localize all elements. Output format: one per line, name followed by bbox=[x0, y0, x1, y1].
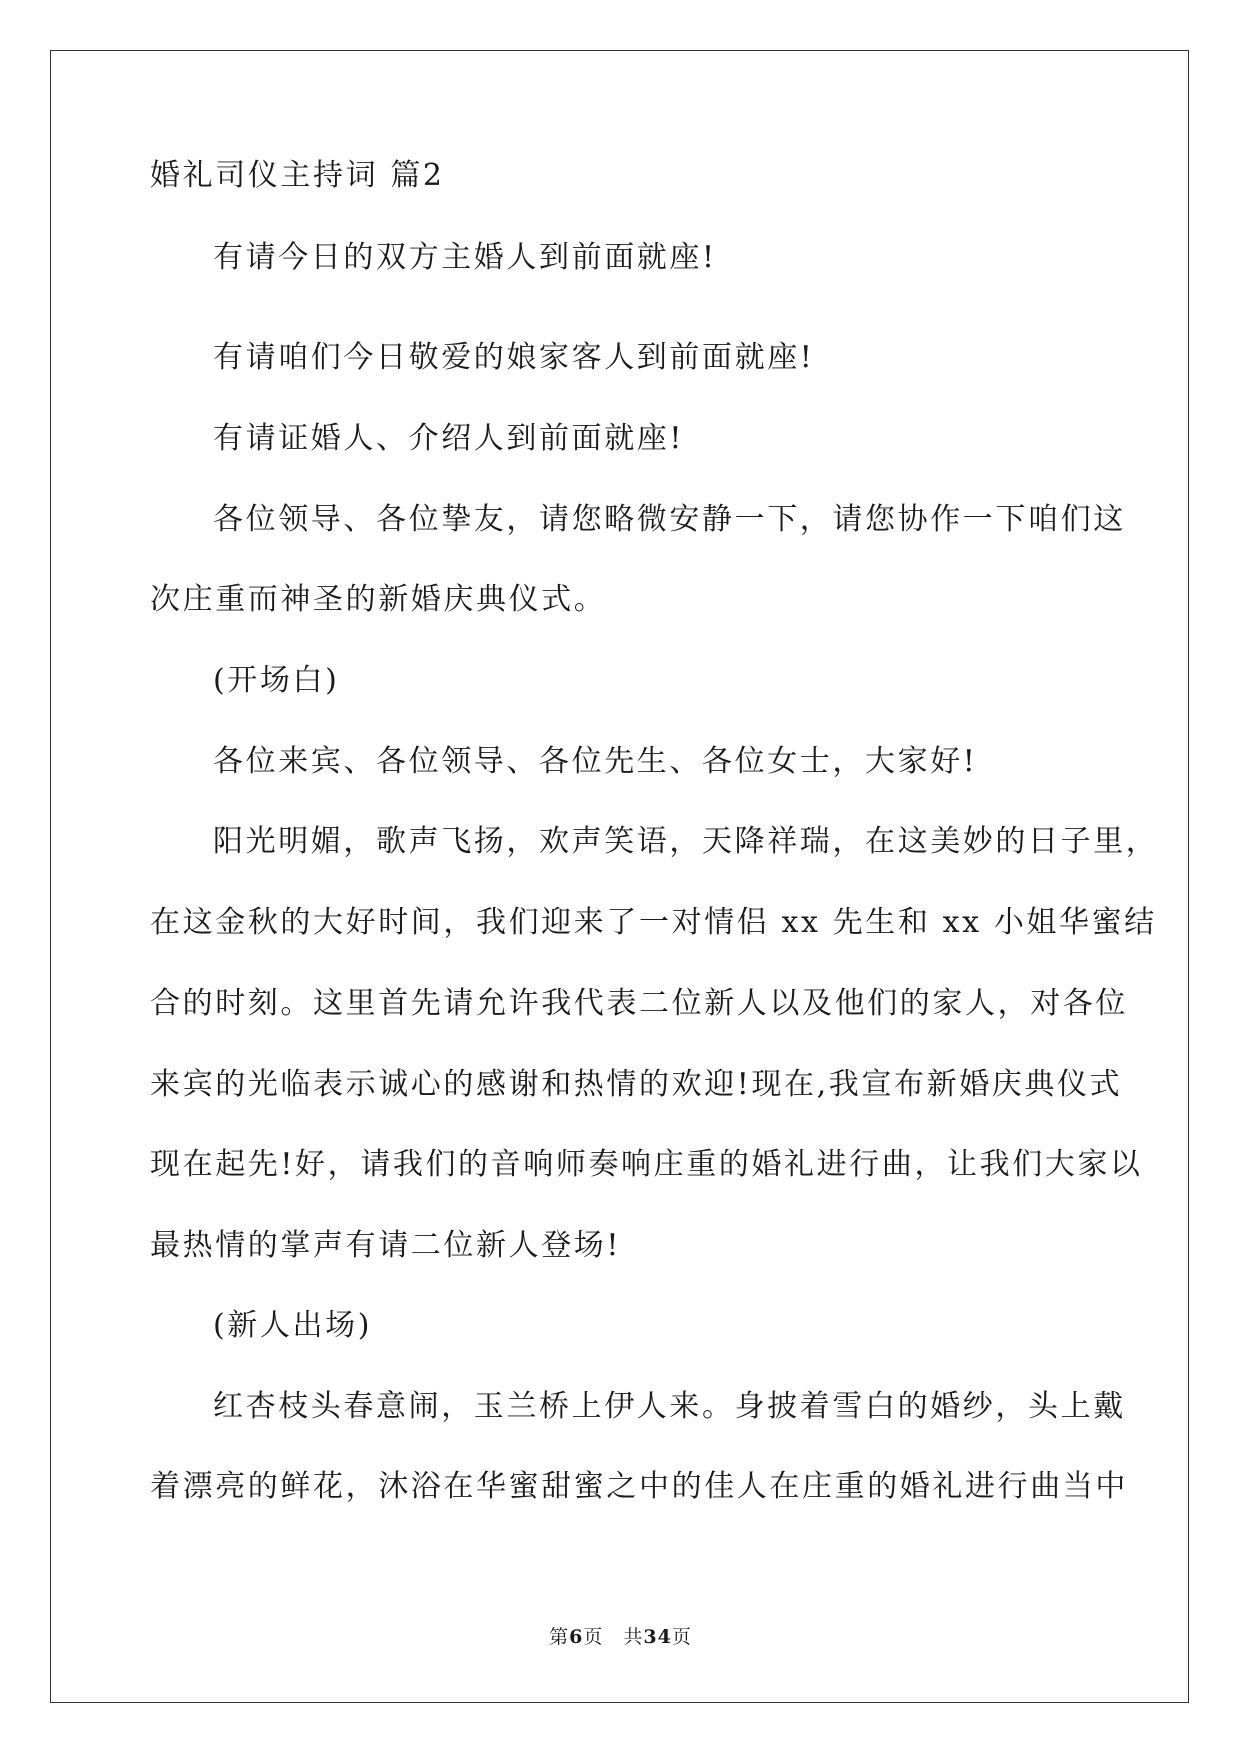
current-page-number: 6 bbox=[569, 1626, 584, 1648]
document-heading: 婚礼司仪主持词 篇2 bbox=[150, 158, 445, 193]
paragraph-line: 次庄重而神圣的新婚庆典仪式。 bbox=[150, 582, 607, 617]
paragraph-line: 各位来宾、各位领导、各位先生、各位女士，大家好! bbox=[213, 744, 978, 779]
paragraph-line: 最热情的掌声有请二位新人登场! bbox=[150, 1228, 622, 1263]
paragraph-line: (新人出场) bbox=[213, 1308, 373, 1343]
paragraph-line: 阳光明媚，歌声飞扬，欢声笑语，天降祥瑞，在这美妙的日子里， bbox=[213, 824, 1159, 859]
total-page-number: 34 bbox=[643, 1626, 672, 1648]
page-border bbox=[50, 50, 1189, 1703]
paragraph-line: 各位领导、各位挚友，请您略微安静一下，请您协作一下咱们这 bbox=[213, 502, 1126, 537]
paragraph-line: 在这金秋的大好时间，我们迎来了一对情侣 xx 先生和 xx 小姐华蜜结 bbox=[150, 905, 1157, 940]
paragraph-line: 有请咱们今日敬爱的娘家客人到前面就座! bbox=[213, 340, 815, 375]
footer-prefix: 第 bbox=[549, 1626, 570, 1648]
paragraph-line: 来宾的光临表示诚心的感谢和热情的欢迎!现在,我宣布新婚庆典仪式 bbox=[150, 1067, 1123, 1102]
footer-mid: 页 共 bbox=[583, 1626, 644, 1648]
paragraph-line: (开场白) bbox=[213, 663, 340, 698]
paragraph-line: 有请今日的双方主婚人到前面就座! bbox=[213, 240, 717, 275]
page-number-footer bbox=[0, 1625, 1241, 1649]
paragraph-line: 红杏枝头春意闹，玉兰桥上伊人来。身披着雪白的婚纱，头上戴 bbox=[213, 1389, 1126, 1424]
paragraph-line: 着漂亮的鲜花，沐浴在华蜜甜蜜之中的佳人在庄重的婚礼进行曲当中 bbox=[150, 1469, 1128, 1504]
paragraph-line: 合的时刻。这里首先请允许我代表二位新人以及他们的家人，对各位 bbox=[150, 986, 1128, 1021]
paragraph-line: 有请证婚人、介绍人到前面就座! bbox=[213, 421, 685, 456]
footer-suffix: 页 bbox=[671, 1626, 692, 1648]
paragraph-line: 现在起先!好，请我们的音响师奏响庄重的婚礼进行曲，让我们大家以 bbox=[150, 1147, 1143, 1182]
